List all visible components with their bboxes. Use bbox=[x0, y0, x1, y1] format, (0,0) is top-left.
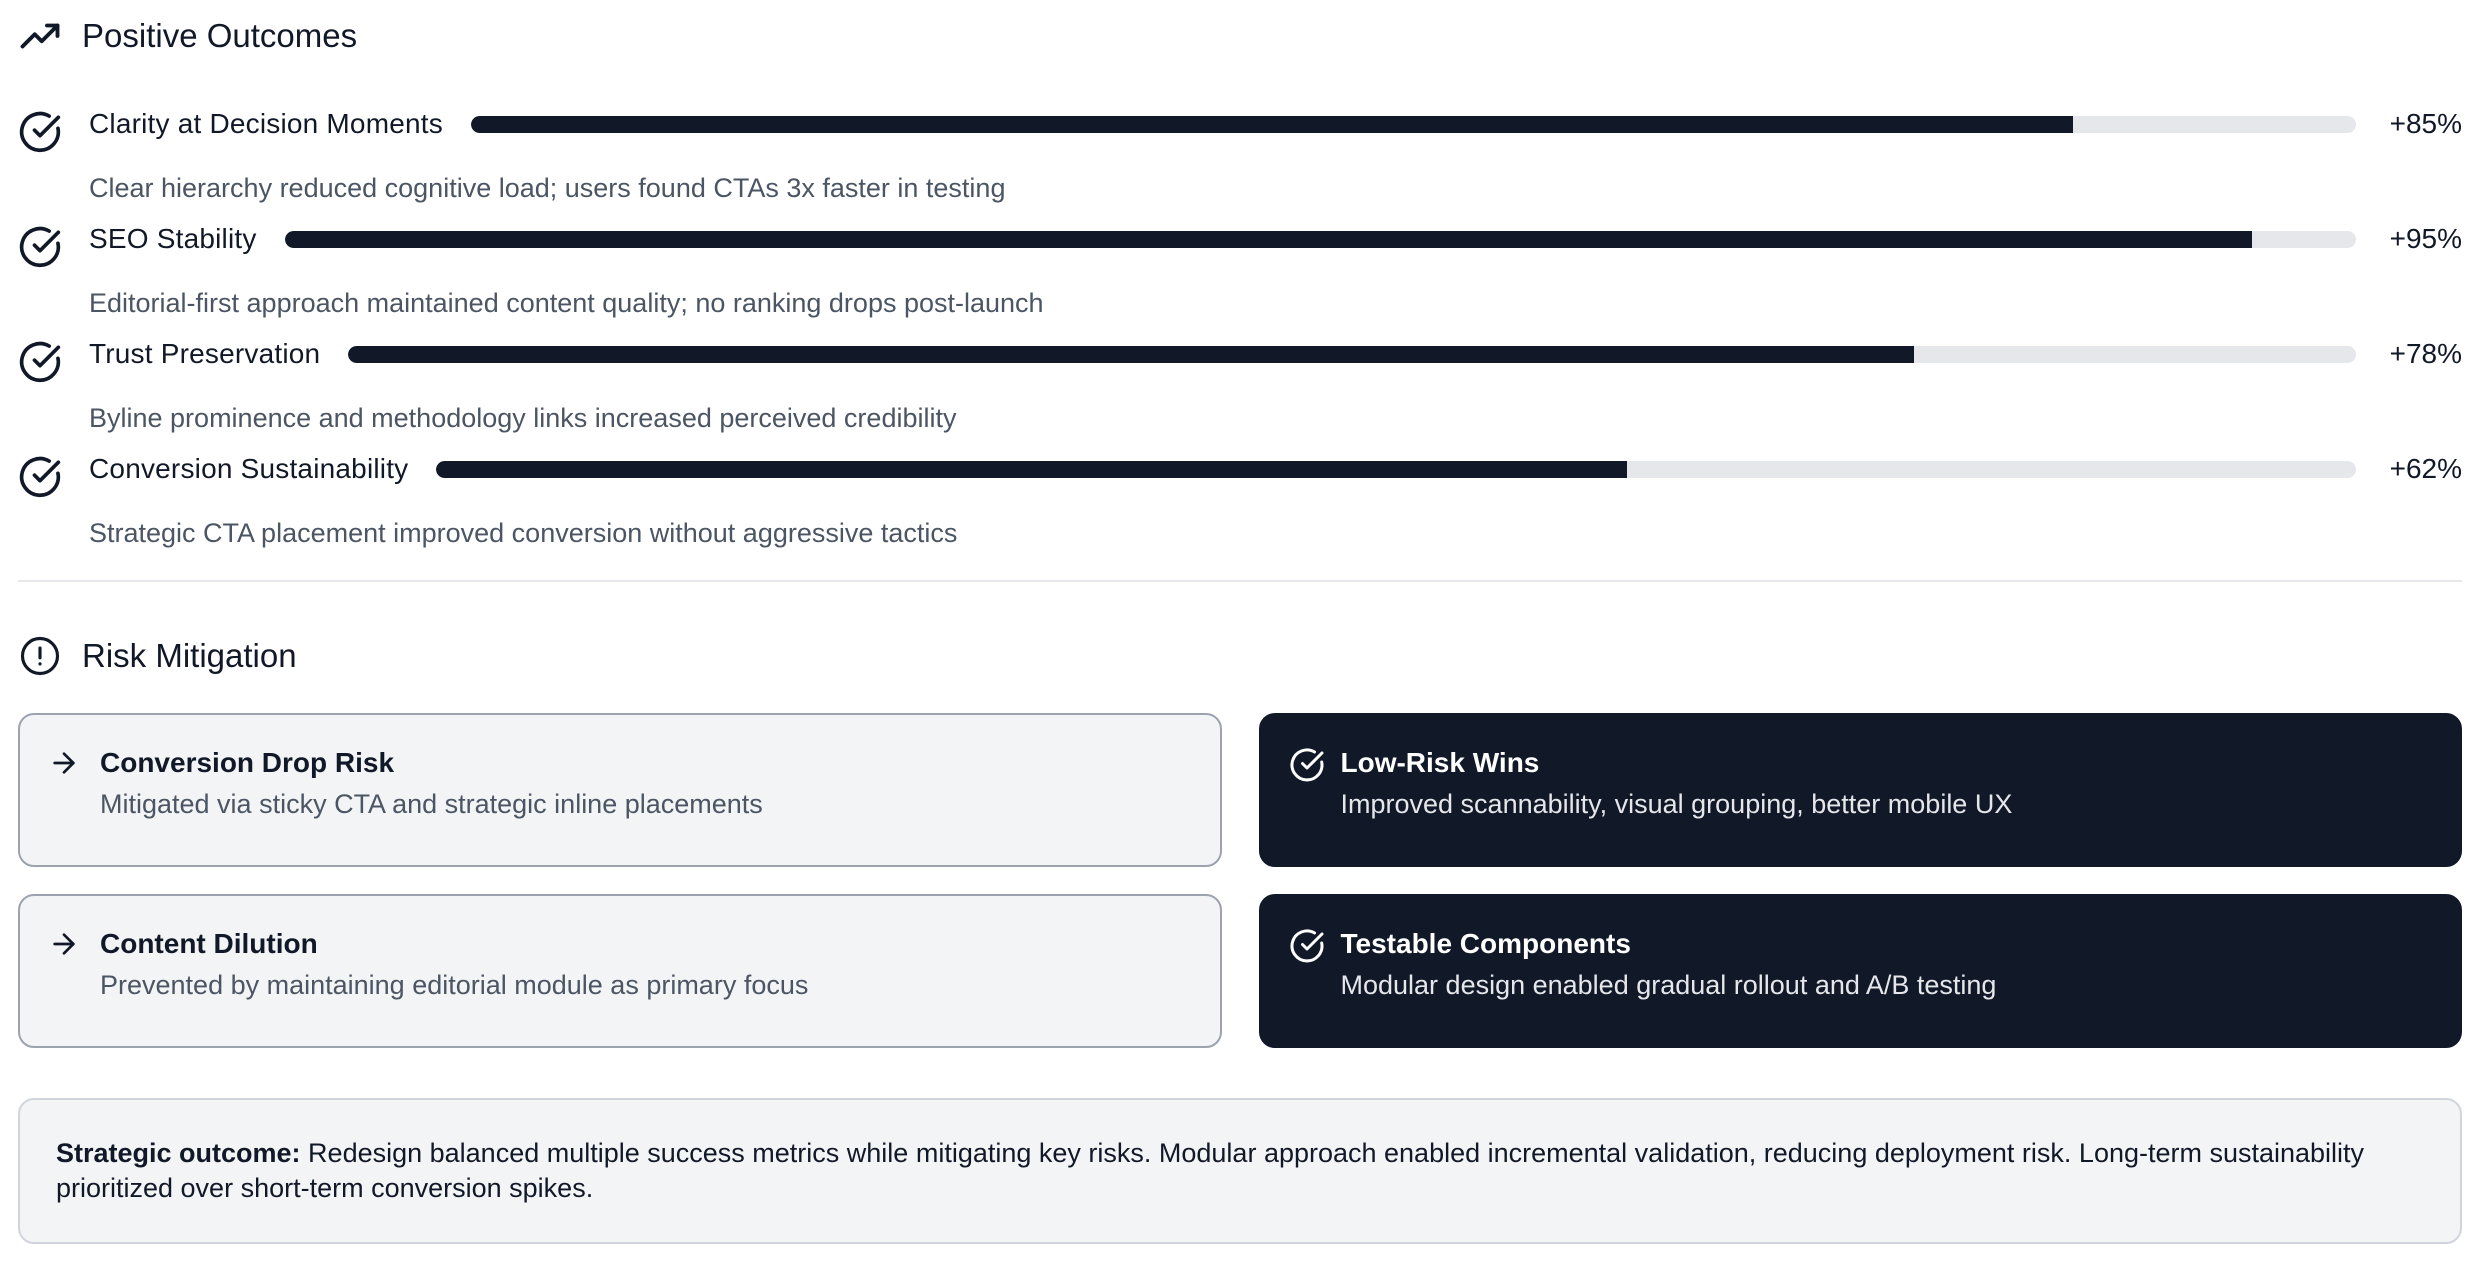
progress-track bbox=[471, 116, 2356, 133]
outcome-row bbox=[89, 207, 2462, 271]
win-card-title: Testable Components bbox=[1340, 928, 1631, 959]
progress-fill bbox=[285, 231, 2253, 248]
outcome-value: +95% bbox=[2389, 223, 2462, 254]
section-divider bbox=[18, 580, 2462, 582]
positive-outcomes-title: Positive Outcomes bbox=[82, 17, 358, 54]
summary-label: Strategic outcome: bbox=[56, 1138, 301, 1168]
arrow-right-icon bbox=[48, 747, 84, 783]
summary-text: Redesign balanced multiple success metrics while mitigating key risks. Modular approach enabled incremental validation, reducing deployment risk. Long-term sustainability prioritized over short-term conversion spikes. bbox=[56, 1138, 2365, 1204]
outcome-description: Byline prominence and methodology links increased perceived credibility bbox=[89, 403, 957, 433]
risk-card-grid bbox=[18, 713, 2462, 1048]
outcome-value: +85% bbox=[2389, 108, 2462, 139]
outcome-item bbox=[18, 207, 2462, 322]
outcome-value: +62% bbox=[2389, 453, 2462, 484]
outcome-value: +78% bbox=[2389, 338, 2462, 369]
progress-track bbox=[436, 461, 2356, 478]
outcome-label: Conversion Sustainability bbox=[89, 453, 409, 484]
risk-card bbox=[18, 713, 1222, 867]
progress-fill bbox=[348, 346, 1914, 363]
check-circle-icon bbox=[18, 225, 62, 269]
win-card-description: Improved scannability, visual grouping, better mobile UX bbox=[1340, 789, 2013, 819]
win-card bbox=[1259, 894, 2463, 1048]
outcome-description: Clear hierarchy reduced cognitive load; users found CTAs 3x faster in testing bbox=[89, 173, 1006, 203]
progress-fill bbox=[471, 116, 2073, 133]
outcome-item bbox=[18, 92, 2462, 207]
arrow-right-icon bbox=[48, 928, 84, 964]
outcome-row bbox=[89, 92, 2462, 156]
risk-mitigation-title: Risk Mitigation bbox=[82, 637, 297, 674]
win-card-title: Low-Risk Wins bbox=[1340, 747, 1540, 778]
check-circle-icon bbox=[18, 455, 62, 499]
outcome-label: Clarity at Decision Moments bbox=[89, 108, 443, 139]
win-card-description: Modular design enabled gradual rollout and A/B testing bbox=[1340, 970, 1997, 1000]
outcome-row bbox=[89, 437, 2462, 501]
outcome-label: Trust Preservation bbox=[89, 338, 321, 369]
progress-track bbox=[285, 231, 2356, 248]
risk-card-description: Prevented by maintaining editorial module as primary focus bbox=[100, 970, 809, 1000]
risk-card-title: Conversion Drop Risk bbox=[100, 747, 395, 778]
win-card bbox=[1259, 713, 2463, 867]
check-circle-icon bbox=[18, 340, 62, 384]
risk-card-title: Content Dilution bbox=[100, 928, 318, 959]
alert-circle-icon bbox=[18, 634, 62, 678]
outcome-description: Strategic CTA placement improved conversion without aggressive tactics bbox=[89, 518, 958, 548]
progress-fill bbox=[436, 461, 1626, 478]
outcome-item bbox=[18, 437, 2462, 552]
outcome-list bbox=[18, 92, 2462, 552]
check-circle-icon bbox=[1289, 928, 1325, 964]
outcome-item bbox=[18, 322, 2462, 437]
check-circle-icon bbox=[1289, 747, 1325, 783]
risk-card-description: Mitigated via sticky CTA and strategic inline placements bbox=[100, 789, 763, 819]
check-circle-icon bbox=[18, 110, 62, 154]
progress-track bbox=[348, 346, 2356, 363]
strategic-outcome-summary bbox=[18, 1098, 2462, 1244]
outcome-row bbox=[89, 322, 2462, 386]
risk-card bbox=[18, 894, 1222, 1048]
positive-outcomes-header bbox=[18, 0, 357, 72]
risk-mitigation-header bbox=[18, 620, 297, 692]
trending-up-icon bbox=[18, 14, 62, 58]
outcome-description: Editorial-first approach maintained content quality; no ranking drops post-launch bbox=[89, 288, 1044, 318]
outcome-label: SEO Stability bbox=[89, 223, 257, 254]
